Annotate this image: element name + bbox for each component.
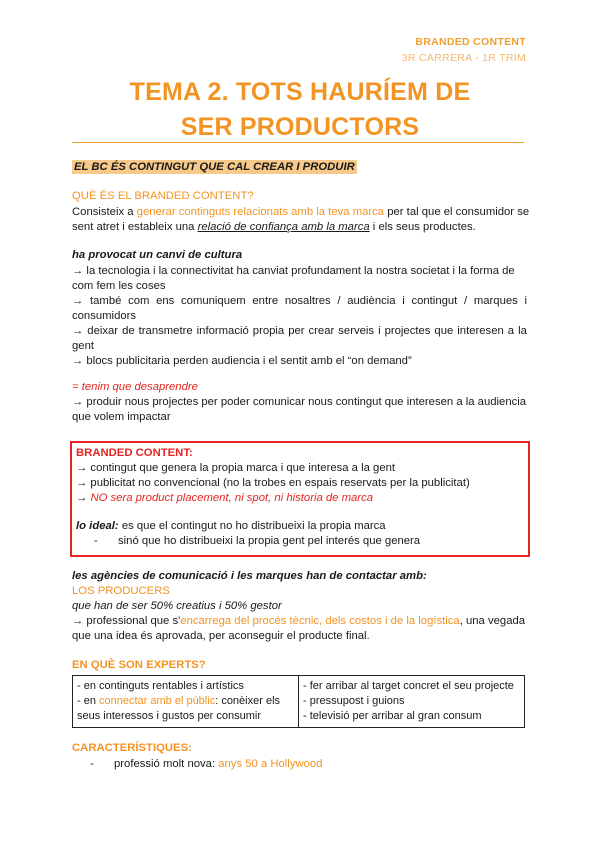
course-label: BRANDED CONTENT — [415, 36, 526, 48]
box-line1: → contingut que genera la propia marca i que interesa a la gent — [76, 462, 396, 474]
culture-line7: → blocs publicitaria perden audiencia i el sentit amb el “on demand” — [72, 355, 412, 367]
experts-right-item: - pressupost i guions — [303, 695, 405, 707]
definition-line1: Consisteix a generar continguts relacionats amb la teva marca per tal que el consumidor se — [72, 206, 530, 218]
experts-table — [72, 675, 525, 728]
characteristics-heading: CARACTERÍSTIQUES: — [72, 742, 192, 754]
page-title-line1: TEMA 2. TOTS HAURÍEM DE — [129, 78, 471, 106]
box-ideal: lo ideal: es que el contingut no ho distribueixi la propia marca — [76, 520, 386, 532]
experts-right-cell — [299, 676, 525, 728]
experts-left-item: - en connectar amb el públic: conèixer els — [77, 695, 281, 707]
unlearn-line2: que volem impactar — [72, 411, 171, 423]
experts-left-item: seus interessos i gustos per consumir — [77, 710, 262, 722]
producers-creatius: que han de ser 50% creatius i 50% gestor — [72, 600, 282, 612]
experts-right-item: - televisió per arribar al gran consum — [303, 710, 482, 722]
culture-heading: ha provocat un canvi de cultura — [72, 249, 243, 261]
culture-line5: → deixar de transmetre informació propia per crear serveis i projectes que interesen a la — [72, 325, 527, 337]
box-heading: BRANDED CONTENT: — [76, 447, 193, 459]
title-divider — [72, 142, 524, 143]
page-title-line2: SER PRODUCTORS — [180, 113, 420, 141]
culture-line4: consumidors — [72, 310, 137, 322]
culture-line6: gent — [72, 340, 94, 352]
experts-heading: EN QUÈ SON EXPERTS? — [72, 659, 206, 671]
unlearn-note: = tenim que desaprendre — [72, 381, 198, 393]
question-heading: QUÈ ÉS EL BRANDED CONTENT? — [72, 190, 254, 202]
box-ideal-sub: - sinó que ho distribueixi la propia gent pel interés que genera — [94, 535, 421, 547]
experts-left-cell — [73, 676, 299, 728]
experts-right-item: - fer arribar al target concret el seu projecte — [303, 680, 514, 692]
section-heading: EL BC ÉS CONTINGUT QUE CAL CREAR I PRODUIR — [74, 161, 355, 173]
box-line2: → publicitat no convencional (no la trobes en espais reservats per la publicitat) — [76, 477, 470, 489]
producers-line2: que una idea és aprovada, per aconseguir el producte final. — [72, 630, 370, 642]
experts-left-item: - en continguts rentables i artístics — [77, 680, 244, 692]
culture-line2: com fem les coses — [72, 280, 166, 292]
characteristics-item: - professió molt nova: anys 50 a Hollywood — [90, 758, 323, 770]
agencies-heading: les agències de comunicació i les marques han de contactar amb: — [72, 570, 427, 582]
box-line3: → NO sera product placement, ni spot, ni historia de marca — [76, 492, 373, 504]
culture-line3: → també com ens comuniquem entre nosaltres / audiència i contingut / marques i — [72, 295, 527, 307]
term-label: 3R CARRERA - 1R TRIM — [401, 52, 526, 64]
definition-line2: sent atret i estableix una relació de confiança amb la marca i els seus productes. — [72, 221, 476, 233]
producers-line1: → professional que s'encarrega del procés tècnic, dels costos i de la logística, una vegada — [72, 615, 526, 627]
unlearn-line1: → produir nous projectes per poder comunicar nous contingut que interesen a la audiencia — [72, 396, 527, 408]
culture-line1: → la tecnologia i la connectivitat ha canviat profundament la nostra societat i la forma de — [72, 265, 515, 277]
producers-label: LOS PRODUCERS — [72, 585, 170, 597]
